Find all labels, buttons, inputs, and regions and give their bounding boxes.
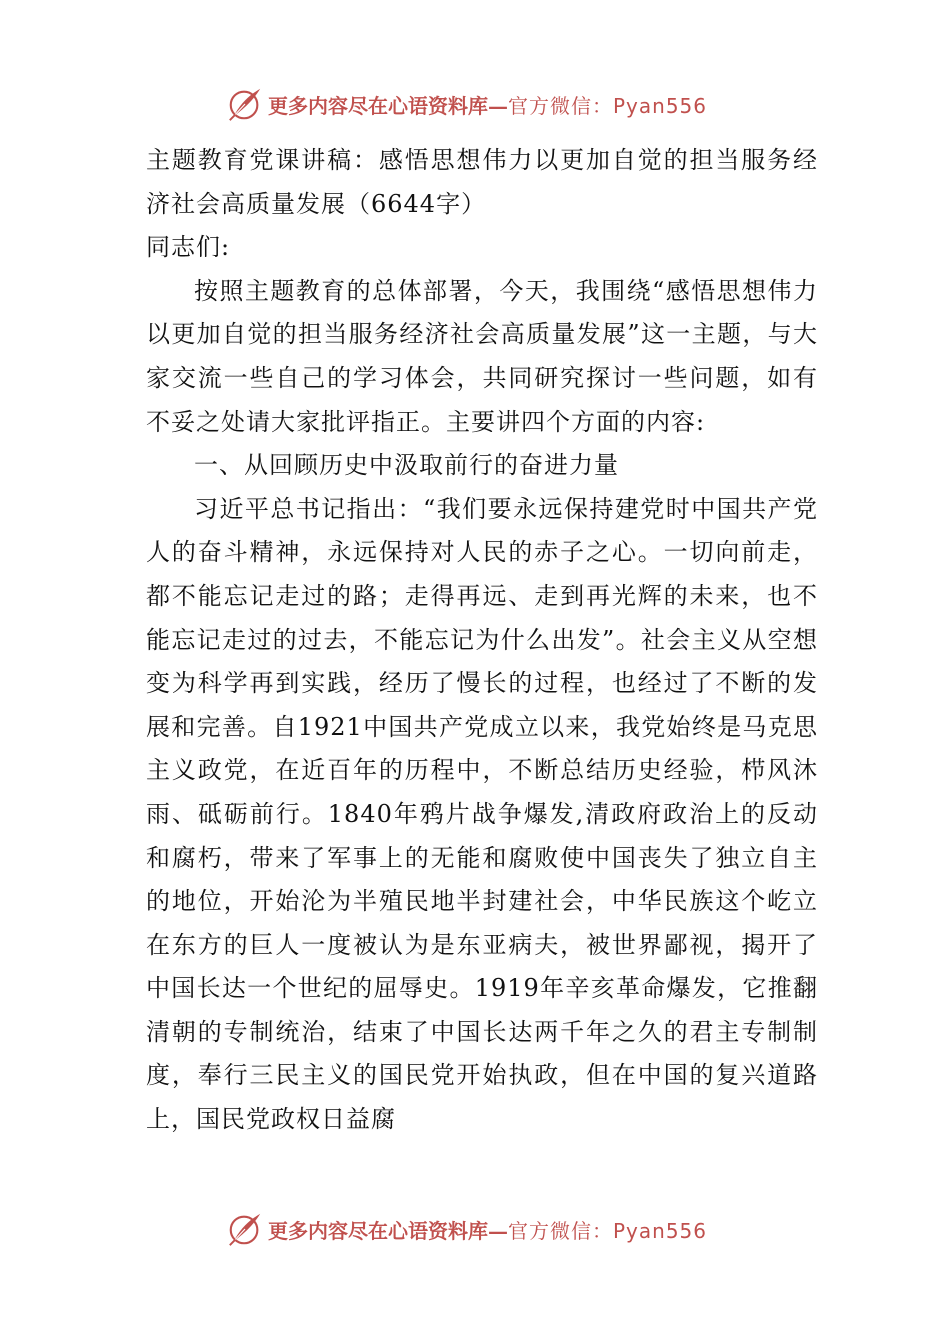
document-body	[146, 139, 818, 1142]
section-paragraph-1: 习近平总书记指出：“我们要永远保持建党时中国共产党人的奋斗精神，永远保持对人民的赤子之心。一切向前走，都不能忘记走过的路；走得再远、走到再光辉的未来，也不能忘记走过的过去，不能忘记为什么出发”。社会主义从空想变为科学再到实践，经历了慢长的过程，也经过了不断的发展和完善。自1921中国共产党成立以来，我党始终是马克思主义政党，在近百年的历程中，不断总结历史经验，栉风沐雨、砥砺前行。1840年鸦片战争爆发,清政府政治上的反动和腐朽，带来了军事上的无能和腐败使中国丧失了独立自主的地位，开始沦为半殖民地半封建社会，中华民族这个屹立在东方的巨人一度被认为是东亚病夫，被世界鄙视，揭开了中国长达一个世纪的屈辱史。1919年辛亥革命爆发，它推翻清朝的专制统治，结束了中国长达两千年之久的君主专制制度，奉行三民主义的国民党开始执政，但在中国的复兴道路上，国民党政权日益腐	[146, 494, 818, 1134]
watermark-banner-top	[226, 84, 707, 124]
watermark-contact-text: 官方微信：Pyan556	[508, 93, 708, 118]
watermark-site-text: 更多内容尽在心语资料库—	[268, 93, 508, 118]
watermark-contact-text: 官方微信：Pyan556	[508, 1218, 708, 1243]
watermark-site-text: 更多内容尽在心语资料库—	[268, 1218, 508, 1243]
watermark-banner-bottom	[226, 1209, 707, 1249]
quill-pen-logo-icon	[226, 1210, 264, 1248]
quill-pen-logo-icon	[226, 85, 264, 123]
section-heading-1: 一、从回顾历史中汲取前行的奋进力量	[194, 451, 619, 480]
document-title: 主题教育党课讲稿：感悟思想伟力以更加自觉的担当服务经济社会高质量发展（6644字）	[146, 146, 818, 218]
salutation: 同志们:	[146, 233, 231, 262]
intro-paragraph: 按照主题教育的总体部署，今天，我围绕“感悟思想伟力以更加自觉的担当服务经济社会高质量发展”这一主题，与大家交流一些自己的学习体会，共同研究探讨一些问题，如有不妥之处请大家批评指正。主要讲四个方面的内容:	[146, 276, 818, 436]
